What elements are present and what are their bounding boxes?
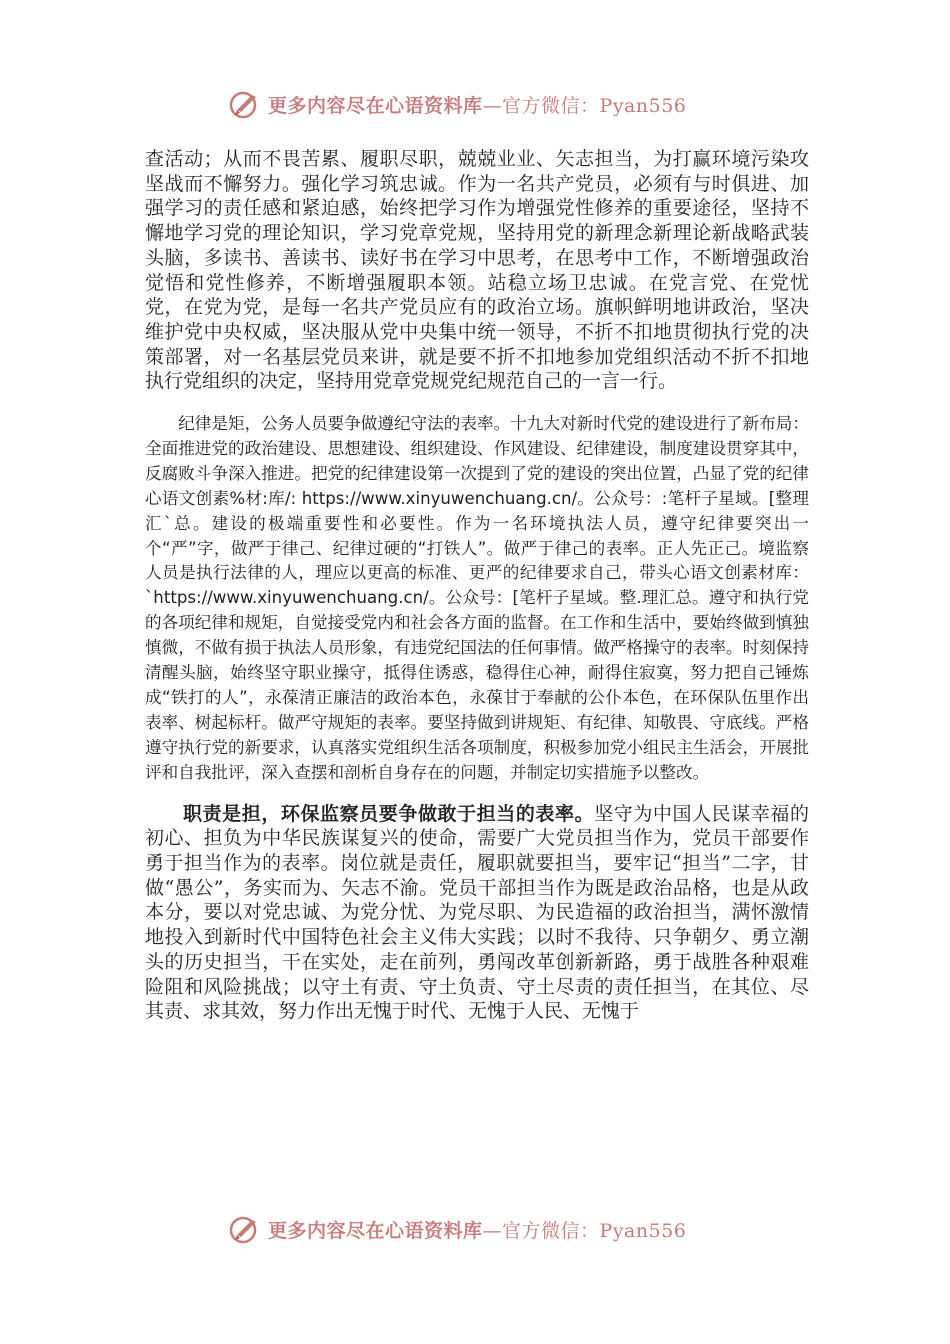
banner-text bbox=[268, 1216, 686, 1243]
header-banner bbox=[228, 84, 686, 124]
paragraph-3-lead: 职责是担，环保监察员要争做敢于担当的表率。 bbox=[183, 802, 595, 825]
pen-logo-icon bbox=[228, 87, 262, 121]
banner-main-text: 更多内容尽在心语资料库 bbox=[268, 94, 483, 117]
paragraph-3-text: 坚守为中国人民谋幸福的初心、担负为中华民族谋复兴的使命，需要广大党员担当作为，党员干部要作勇于担当作为的表率。岗位就是责任，履职就要担当，要牢记“担当”二字，甘做“愚公”，务实而为、矢志不渝。党员干部担当作为既是政治品格，也是从政本分，要以对党忠诚、为党分忧、为党尽职、为民造福的政治担当，满怀激情地投入到新时代中国特色社会主义伟大实践；以时不我待、只争朝夕、勇立潮头的历史担当，干在实处，走在前列，勇闯改革创新新路，勇于战胜各种艰难险阻和风险挑战；以守土有责、守土负责、守土尽责的责任担当，在其位、尽其责、求其效，努力作出无愧于时代、无愧于人民、无愧于 bbox=[145, 802, 809, 1023]
banner-wechat-id: Pyan556 bbox=[599, 1219, 687, 1242]
banner-text bbox=[268, 91, 686, 118]
banner-main-text: 更多内容尽在心语资料库 bbox=[268, 1219, 483, 1242]
paragraph-2-text: 纪律是矩，公务人员要争做遵纪守法的表率。十九大对新时代党的建设进行了新布局：全面推进党的政治建设、思想建设、组织建设、作风建设、纪律建设，制度建设贯穿其中，反腐败斗争深入推进。把党的纪律建设第一次提到了党的建设的突出位置，凸显了党的纪律心语文创素%材:库/: https://www.xinyuwenchuang.cn/。公众号：:笔杆子星域。[整理汇`总。建设的极端重要性和必要性。作为一名环境执法人员，遵守纪律要突出一个“严”字，做严于律己、纪律过硬的“打铁人”。做严于律己的表率。正人先正己。境监察人员是执行法律的人，理应以更高的标准、更严的纪律要求自己，带头心语文创素材库：`https://www.xinyuwenchuang.cn/。公众号：[笔杆子星域。整.理汇总。遵守和执行党的各项纪律和规矩，自觉接受党内和社会各方面的监督。在工作和生活中，要始终做到慎独慎微，不做有损于执法人员形象，有违党纪国法的任何事情。做严格操守的表率。时刻保持清醒头脑，始终坚守职业操守，抵得住诱惑，稳得住心神，耐得住寂寞，努力把自己锤炼成“铁打的人”，永葆清正廉洁的政治本色，永葆甘于奉献的公仆本色，在环保队伍里作出表率、树起标杆。做严守规矩的表率。要坚持做到讲规矩、有纪律、知敬畏、守底线。严格遵守执行党的新要求，认真落实党组织生活各项制度，积极参加党小组民主生活会，开展批评和自我批评，深入查摆和剖析自身存在的问题，并制定切实措施予以整改。 bbox=[145, 414, 809, 782]
document-body bbox=[145, 147, 809, 1024]
banner-dash: — bbox=[482, 1219, 503, 1242]
banner-official-label: 官方微信： bbox=[502, 1219, 600, 1242]
paragraph-1-text: 查活动；从而不畏苦累、履职尽职，兢兢业业、矢志担当，为打赢环境污染攻坚战而不懈努力。强化学习筑忠诚。作为一名共产党员，必须有与时俱进、加强学习的责任感和紧迫感，始终把学习作为增强党性修养的重要途径，坚持不懈地学习党的理论知识，学习党章党规，坚持用党的新理念新理论新战略武装头脑，多读书、善读书、读好书在学习中思考，在思考中工作，不断增强政治觉悟和党性修养，不断增强履职本领。站稳立场卫忠诚。在党言党、在党忧党，在党为党，是每一名共产党员应有的政治立场。旗帜鲜明地讲政治，坚决维护党中央权威，坚决服从党中央集中统一领导，不折不扣地贯彻执行党的决策部署，对一名基层党员来讲，就是要不折不扣地参加党组织活动不折不扣地执行党组织的决定，坚持用党章党规党纪规范自己的一言一行。 bbox=[145, 148, 809, 393]
pen-logo-icon bbox=[228, 1212, 262, 1246]
banner-wechat-id: Pyan556 bbox=[599, 94, 687, 117]
paragraph-2 bbox=[145, 412, 809, 786]
paragraph-3 bbox=[145, 802, 809, 1024]
banner-dash: — bbox=[482, 94, 503, 117]
footer-banner bbox=[228, 1209, 686, 1249]
banner-official-label: 官方微信： bbox=[502, 94, 600, 117]
paragraph-1 bbox=[145, 147, 809, 394]
